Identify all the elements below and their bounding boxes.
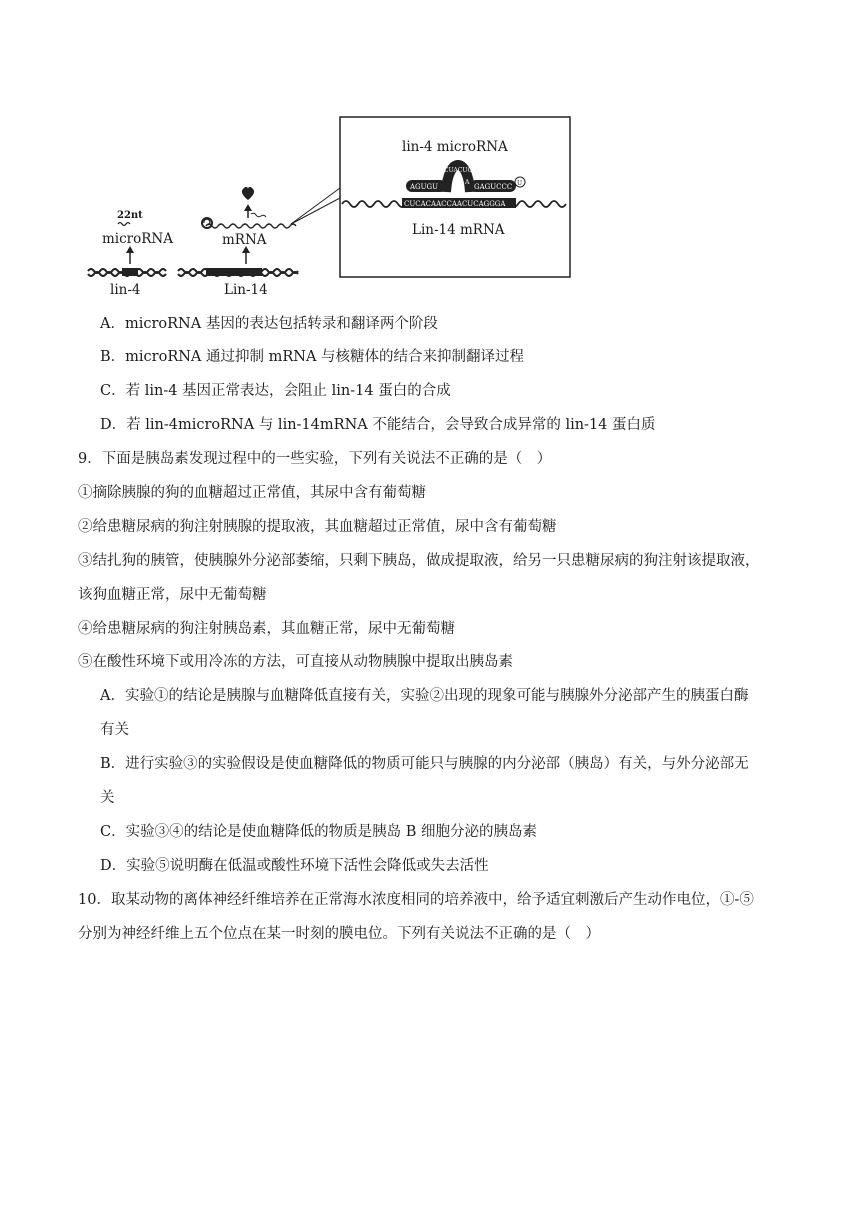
seq-bottom: CUCACAACCAACUCAGGGA: [404, 200, 506, 208]
seq-loop: CUACUCC: [444, 167, 477, 174]
q9-option-c: C．实验③④的结论是使血糖降低的物质是胰岛 B 细胞分泌的胰岛素: [100, 824, 537, 840]
lin4-gene-block: [122, 268, 138, 276]
seq-loop-a: A: [465, 179, 470, 186]
label-lin14: Lin-14: [224, 282, 268, 298]
q8-option-c: C．若 lin-4 基因正常表达，会阻止 lin-14 蛋白的合成: [100, 383, 451, 399]
q10-stem-line2: 分别为神经纤维上五个位点在某一时刻的膜电位。下列有关说法不正确的是（ ）: [78, 926, 600, 942]
q9-item-3-cont: 该狗血糖正常，尿中无葡萄糖: [78, 587, 267, 603]
microrna-diagram: [86, 114, 572, 302]
q9-item-2: ②给患糖尿病的狗注射胰腺的提取液，其血糖超过正常值，尿中含有葡萄糖: [78, 519, 557, 535]
q9-stem: 9．下面是胰岛素发现过程中的一些实验，下列有关说法不正确的是（ ）: [78, 451, 552, 467]
small-rna-squiggle: [118, 223, 130, 226]
label-lin4: lin-4: [110, 282, 141, 298]
label-mrna: mRNA: [222, 232, 267, 248]
protein-arrowhead: [244, 204, 252, 211]
lin14-gene-block: [206, 268, 262, 276]
zoom-line-2: [291, 198, 340, 224]
seq-right: GAGUCCC: [474, 183, 513, 191]
q9-option-a-cont: 有关: [100, 722, 129, 738]
zoom-line-1: [291, 188, 340, 224]
inset-title: lin-4 microRNA: [402, 139, 508, 155]
label-microrna: microRNA: [102, 231, 173, 247]
q9-option-a: A．实验①的结论是胰腺与血糖降低直接有关，实验②出现的现象可能与胰腺外分泌部产生的胰蛋白酶: [100, 688, 749, 704]
protein-link: [251, 213, 266, 217]
q9-option-d: D．实验⑤说明酶在低温或酸性环境下活性会降低或失去活性: [100, 858, 489, 874]
q8-option-b: B．microRNA 通过抑制 mRNA 与核糖体的结合来抑制翻译过程: [100, 349, 525, 365]
protein-icon: [242, 187, 254, 200]
lin4-arrowhead: [126, 246, 134, 253]
q8-option-d: D．若 lin-4microRNA 与 lin-14mRNA 不能结合，会导致合成异常的 lin-14 蛋白质: [100, 417, 656, 433]
q10-stem-line1: 10．取某动物的离体神经纤维培养在正常海水浓度相同的培养液中，给予适宜刺激后产生动作电位，①-⑤: [78, 892, 754, 908]
seq-left: AGUGU: [410, 183, 439, 191]
q8-option-a: A．microRNA 基因的表达包括转录和翻译两个阶段: [100, 316, 438, 332]
q9-item-5: ⑤在酸性环境下或用冷冻的方法，可直接从动物胰腺中提取出胰岛素: [78, 654, 513, 670]
q9-item-1: ①摘除胰腺的狗的血糖超过正常值，其尿中含有葡萄糖: [78, 485, 426, 501]
seq-end: U: [517, 180, 523, 187]
q9-item-3: ③结扎狗的胰管，使胰腺外分泌部萎缩，只剩下胰岛，做成提取液，给另一只患糖尿病的狗注射该提取液，: [78, 553, 760, 569]
q9-item-4: ④给患糖尿病的狗注射胰岛素，其血糖正常，尿中无葡萄糖: [78, 621, 455, 637]
mrna-strand: [206, 224, 296, 228]
inset-bottom-label: Lin-14 mRNA: [412, 222, 505, 238]
q9-option-b-cont: 关: [100, 790, 115, 806]
label-22nt: 22nt: [117, 210, 143, 221]
q9-option-b: B．进行实验③的实验假设是使血糖降低的物质可能只与胰腺的内分泌部（胰岛）有关，与外分泌部无: [100, 756, 749, 772]
microrna-figure: [86, 114, 572, 302]
